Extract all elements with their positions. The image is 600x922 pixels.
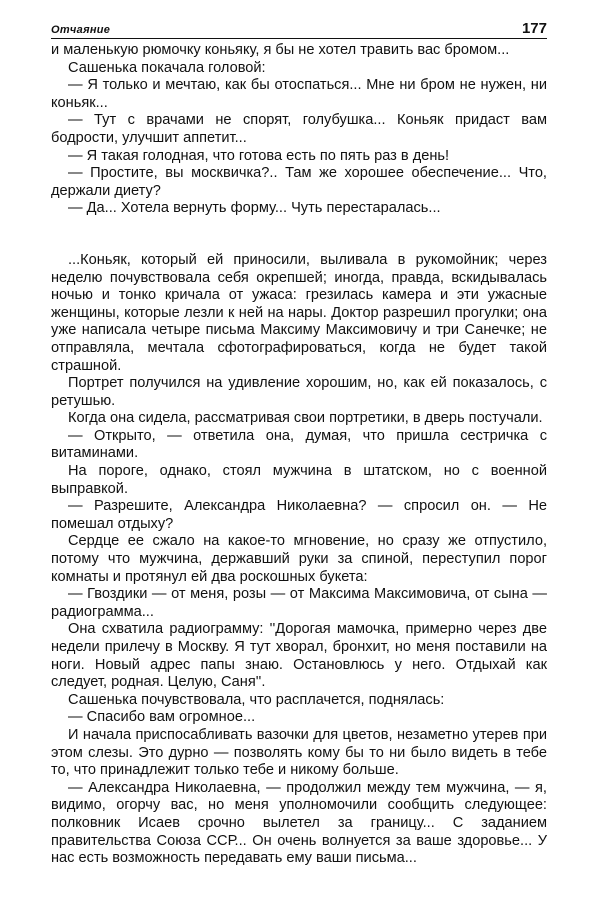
paragraph: Портрет получился на удивление хорошим, но, как ей показалось, с ретушью.	[51, 375, 547, 409]
paragraph: И начала приспосабливать вазочки для цветов, незаметно утерев при этом слезы. Это дурно — позволять кому бы то ни было видеть в тебе то, что принадлежит только тебе и никому больше.	[51, 726, 547, 779]
section-break	[51, 218, 547, 252]
paragraph: Сашенька покачала головой:	[68, 59, 266, 76]
page-number: 177	[521, 20, 547, 37]
paragraph: ...Коньяк, который ей приносили, выливала в рукомойник; через неделю почувствовала себя окрепшей; иногда, правда, вскидывалась ночью и тонко кричала от ужаса: грезилась камера и эти ужасные женщины, которые лезли к ней на нары. Доктор разрешил прогулки; она уже написала четыре письма Максиму Максимовичу и три Санечке; не отправляла, мечтала сфотографироваться, когда не будет такой страшной.	[51, 251, 547, 374]
text-section-1	[51, 42, 547, 218]
paragraph: На пороге, однако, стоял мужчина в штатском, но с военной выправкой.	[51, 463, 547, 497]
body-text	[51, 42, 547, 868]
page-header	[51, 18, 547, 39]
paragraph: Сердце ее сжало на какое-то мгновение, но сразу же отпустило, потому что мужчина, державший руки за спиной, переступил порог комнаты и протянул ей два роскошных букета:	[51, 533, 547, 585]
paragraph: — Тут с врачами не спорят, голубушка... Коньяк придаст вам бодрости, улучшит аппетит...	[51, 112, 547, 146]
paragraph: — Гвоздики — от меня, розы — от Максима Максимовича, от сына — радиограмма...	[51, 586, 547, 620]
paragraph: — Да... Хотела вернуть форму... Чуть перестаралась...	[68, 200, 441, 217]
paragraph: — Простите, вы москвичка?.. Там же хорошее обеспечение... Что, держали диету?	[51, 165, 547, 199]
paragraph: Когда она сидела, рассматривая свои портретики, в дверь постучали.	[68, 410, 543, 427]
paragraph: — Открыто, — ответила она, думая, что пришла сестричка с витаминами.	[51, 427, 547, 462]
paragraph: — Я такая голодная, что готова есть по пять раз в день!	[68, 147, 450, 164]
paragraph: и маленькую рюмочку коньяку, я бы не хотел травить вас бромом...	[51, 42, 510, 58]
paragraph: — Я только и мечтаю, как бы отоспаться... Мне ни бром не нужен, ни коньяк...	[51, 77, 547, 111]
book-page	[51, 18, 547, 868]
paragraph: Она схватила радиограмму: ''Дорогая мамочка, примерно через две недели прилечу в Москву. Я тут хворал, бронхит, но меня поставили на ноги. Новый адрес папы знаю. Остановлюсь у него. Отдыхай как следует, родная. Целую, Саня''.	[51, 621, 547, 691]
paragraph: — Александра Николаевна, — продолжил между тем мужчина, — я, видимо, огорчу вас, но меня уполномочили сообщить следующее: полковник Исаев срочно вылетел за границу... С заданием правительства Союза ССР... Он очень волнуется за ваше здоровье... У нас есть возможность передавать ему ваши письма...	[51, 779, 547, 867]
text-section-2	[51, 252, 547, 868]
paragraph: Сашенька почувствовала, что расплачется, поднялась:	[68, 691, 445, 708]
paragraph: — Разрешите, Александра Николаевна? — спросил он. — Не помешал отдыху?	[51, 498, 547, 532]
paragraph: — Спасибо вам огромное...	[68, 709, 256, 726]
running-title: Отчаяние	[51, 24, 111, 36]
